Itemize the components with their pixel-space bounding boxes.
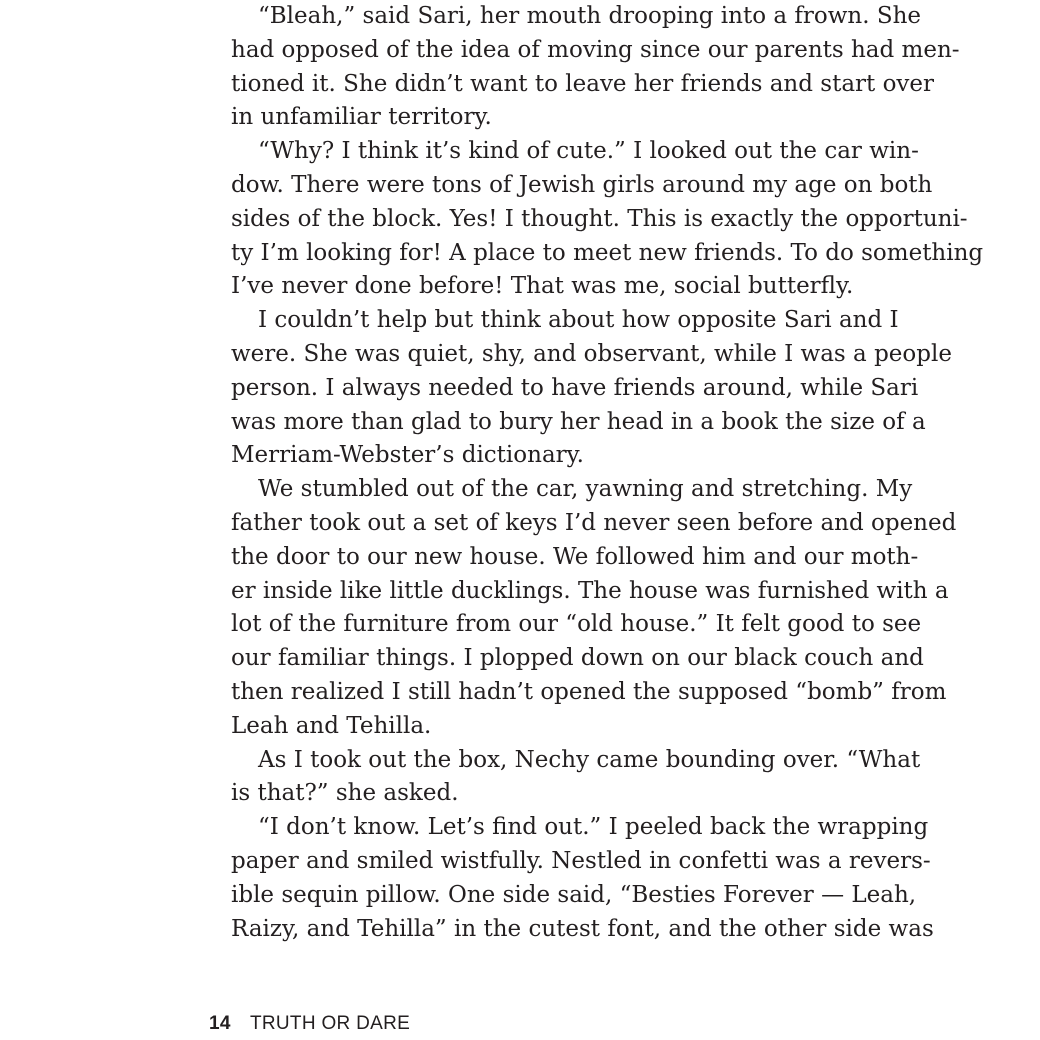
text-line: tioned it. She didn’t want to leave her friends and start over	[231, 70, 935, 97]
text-line: paper and smiled wistfully. Nestled in confetti was a revers-	[231, 847, 931, 874]
text-line: I couldn’t help but think about how opposite Sari and I	[258, 307, 899, 334]
text-line: “Bleah,” said Sari, her mouth drooping into a frown. She	[258, 3, 922, 29]
text-line: person. I always needed to have friends around, while Sari	[231, 374, 919, 401]
page-footer	[209, 1013, 410, 1035]
text-line: Leah and Tehilla.	[231, 712, 432, 739]
text-line: father took out a set of keys I’d never seen before and opened	[231, 509, 957, 536]
text-line: then realized I still hadn’t opened the supposed “bomb” from	[231, 678, 947, 705]
body-text	[231, 0, 984, 946]
text-line: Merriam-Webster’s dictionary.	[231, 442, 584, 469]
text-line: in unfamiliar territory.	[231, 104, 492, 131]
text-line: sides of the block. Yes! I thought. This is exactly the opportuni-	[231, 205, 968, 232]
text-line: Raizy, and Tehilla” in the cutest font, and the other side was	[231, 915, 934, 942]
text-line: were. She was quiet, shy, and observant, while I was a people	[231, 340, 952, 367]
text-line: our familiar things. I plopped down on our black couch and	[231, 645, 924, 672]
text-line: We stumbled out of the car, yawning and stretching. My	[258, 476, 913, 503]
text-line: “Why? I think it’s kind of cute.” I looked out the car win-	[258, 138, 919, 165]
text-line: the door to our new house. We followed him and our moth-	[231, 543, 919, 570]
text-line: is that?” she asked.	[231, 780, 459, 807]
text-line: was more than glad to bury her head in a book the size of a	[231, 408, 926, 435]
text-line: er inside like little ducklings. The house was furnished with a	[231, 577, 949, 604]
text-line: As I took out the box, Nechy came bounding over. “What	[258, 746, 921, 773]
running-title: TRUTH OR DARE	[249, 1013, 411, 1034]
text-line: lot of the furniture from our “old house.” It felt good to see	[231, 611, 922, 638]
text-line: ible sequin pillow. One side said, “Besties Forever — Leah,	[231, 881, 917, 908]
page-number: 14	[209, 1013, 231, 1034]
text-line: ty I’m looking for! A place to meet new friends. To do something	[231, 239, 984, 266]
text-line: had opposed of the idea of moving since our parents had men-	[231, 36, 960, 63]
text-line: “I don’t know. Let’s find out.” I peeled back the wrapping	[258, 814, 929, 841]
text-line: dow. There were tons of Jewish girls around my age on both	[231, 171, 933, 198]
text-line: I’ve never done before! That was me, social butterfly.	[231, 273, 854, 300]
